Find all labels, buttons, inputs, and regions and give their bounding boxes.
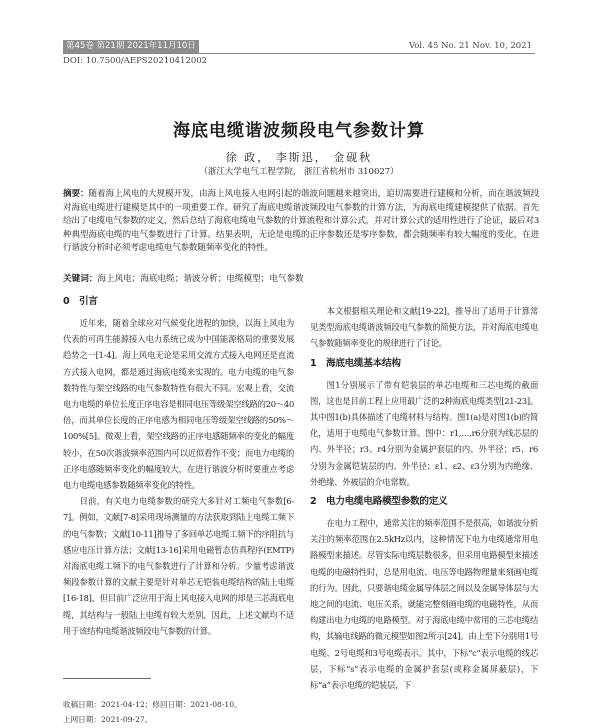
- right-column: [310, 303, 538, 693]
- section-title: 引言: [79, 296, 98, 307]
- abstract-text: 随着海上风电的大规模开发，由海上风电接入电网引起的谐波问题越来越突出，追切需要进行建模和分析，而在谐波频段对海底电缆进行建模是其中的一项重要工作。研究了海底电缆谐波频段电气参数的计算方法，为海底电缆建模提供了依据。首先给出了电缆电气参数的定义，然后总结了海底电缆电气参数的计算流程和计算公式，并对计算公式的适用性进行了论证，最后对3种典型海底电缆的电气参数进行了计算。结果表明，无论是电缆的正序参数还是零序参数，都会随频率有较大幅度的变化，在进行谐波分析时必须考虑电缆电气参数随频率变化的特性。: [63, 189, 540, 254]
- paper-title: 海底电缆谐波频段电气参数计算: [173, 121, 425, 141]
- header-rule: [63, 53, 535, 54]
- left-column: [63, 290, 294, 639]
- section-number: 1: [310, 357, 317, 369]
- intro-paragraph-1: 近年来，随着全球应对气候变化进程的加快，以海上风电为代表的可再生能源接入电力系统已成为中国能源格局的重要发展趋势之一[1-4]。海上风电无论是采用交流方式接入电网还是直流方式接入电网，都是通过海底电缆来实现的。电力电缆的电气参数特性与架空线路的电气参数特性有很大不同。宏观上看，交流电力电缆的单位长度正序电容是相同电压等级架空线路的20～40倍，而其单位长度的正序电感为相同电压等级架空线路的50%～100%[5]。微观上看，架空线路的正序电感随频率的变化的幅度较小，在50次谐波频率范围内可以近似看作不变；而电力电缆的正序电感随频率变化的幅度较大，在进行谐波分析时要重点考虑电力电缆电感参数随频率变化的特性。: [63, 318, 294, 491]
- abstract-label: 摘要：: [63, 189, 89, 199]
- section-1-paragraph: 图1分别展示了带有铠装层的单芯电缆和三芯电缆的截面图，这也是目前工程上应用最广泛的2种海底电缆类型[21-23]。其中图1(b)具体描述了电缆材料与结构。图1(a)是对图1(b)的简化，适用于电缆电气参数计算。图中：r1,…,r6分别为线芯层的内、外半径；r3、r4分别为金属护套层的内、外半径；r5、r6分别为金属铠装层的内、外半径；ε1、ε2、ε3分别为内绝缘、外绝缘、外被层的介电常数。: [310, 379, 538, 487]
- keywords-label: 关键词：: [63, 274, 98, 284]
- keywords-text: 海上风电；海底电缆；谐波分析；电缆模型；电气参数: [97, 274, 304, 284]
- footnote-received: 收稿日期：2021-04-12；修回日期：2021-08-10。: [63, 700, 242, 709]
- paper-authors: 徐 政， 李斯迅， 金砚秋: [225, 151, 373, 164]
- journal-issue-info-en: Vol. 45 No. 21 Nov. 10, 2021: [408, 41, 532, 51]
- section-number: 2: [310, 496, 317, 508]
- footnote-rule: [63, 678, 151, 679]
- section-2-paragraph: 在电力工程中，通常关注的频率范围不是很高，如谐波分析关注的频率范围在2.5kHz以内，这种情况下电力电缆通常用电路模型来描述。尽管实际电缆层数很多，但采用电路模型来描述电缆的电磁特性时，总是用电流、电压等电路物理量来刻画电缆的行为。因此，只要谐电缆金属导体层之间以及金属导体层与大地之间的电流、电压关系，就能完整刻画电缆的电磁特性，从而构建出电力电缆的电路模型。对于海底电缆中常用的三芯电缆结构，其输电线路的微元模型如图2所示[24]。由上至下分别用1号电缆、2号电缆和3号电缆表示。其中，下标“c”表示电缆的线芯层，下标“s”表示电缆的金属护套层(或称金属屏蔽层)，下标“a”表示电缆的铠装层，下: [310, 518, 538, 691]
- intro-paragraph-3: 本文根据相关理论和文献[19-22]，推导出了适用于计算常见类型海底电缆谐波频段电气参数的简便方法，并对海底电缆电气参数随频率变化的规律进行了讨论。: [310, 306, 538, 349]
- section-title: 海底电缆基本结构: [326, 357, 401, 369]
- section-number: 0: [63, 296, 70, 307]
- doi[interactable]: DOI: 10.7500/AEPS20210412002: [63, 56, 208, 66]
- paper-affiliation: （浙江大学电气工程学院， 浙江省杭州市 310027）: [199, 167, 399, 177]
- footnote-online: 上网日期：2021-09-27。: [63, 715, 153, 724]
- abstract: [63, 188, 539, 256]
- journal-issue-info: 第45卷 第21期 2021年11月10日: [66, 41, 196, 51]
- intro-paragraph-2: 目前，有关电力电缆参数的研究大多针对工频电气参数[6-7]。例如，文献[7-8]采用现场测量的方法获取到陆上电缆工频下的电气参数；文献[10-11]推导了多回单芯电缆工频下的序阻抗与感应电压计算方法；文献[13-16]采用电磁暂态仿真程序(EMTP)对海底电缆工频下的电气参数进行了计算和分析。少量考虑谐波频段参数计算的文献主要是针对单芯无铠装电缆结构的陆上电缆[16-18]，但目前广泛应用于海上风电接入电网的却是三芯海底电缆，其结构与一般陆上电缆有较大差别，因此，上述文献均不适用于该结构电缆谐波频段电气参数的计算。: [63, 496, 294, 636]
- section-title: 电力电缆电路模型参数的定义: [326, 496, 448, 508]
- section-heading-intro: [63, 294, 294, 310]
- section-heading-2: [310, 494, 538, 510]
- section-heading-1: [310, 356, 538, 372]
- keywords: [63, 273, 535, 286]
